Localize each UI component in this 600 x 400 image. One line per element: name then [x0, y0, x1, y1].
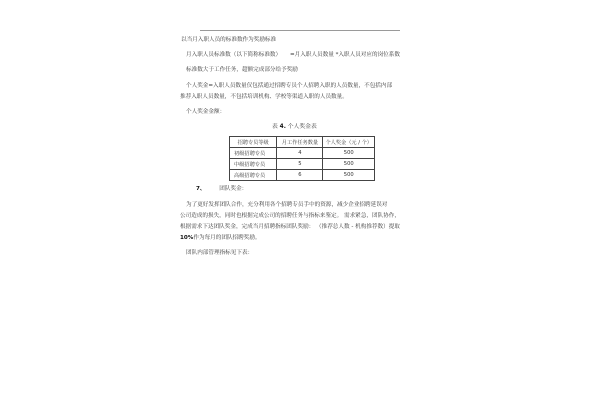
- header-rule: [200, 30, 400, 31]
- header-monthly-task: 月工作任务数量: [277, 137, 323, 148]
- team-bonus-para-line2: 公司造成的损失，同时也根据完成公司的招聘任务与指标来鉴定。 需求紧急，团队协作，: [180, 213, 400, 219]
- table-row: [230, 170, 375, 181]
- row-bonus-amount: 500: [323, 170, 375, 181]
- team-bonus-para-line3a: 根据需求下达团队奖金，完成当月招聘指标团队奖励：: [180, 224, 315, 230]
- team-bonus-para-line1: 为了更好发挥团队合作，充分利用各个招聘专员手中的资源，减少企业招聘延误对: [186, 202, 388, 208]
- overachieve-line: 标准数大于工作任务，超额完成部分给予奖励: [186, 67, 298, 73]
- row-bonus-amount: 500: [323, 148, 375, 159]
- section-7-title: 团队奖金：: [219, 186, 248, 192]
- table-header-row: [230, 137, 375, 148]
- row-level: 初级招聘专员: [230, 148, 277, 159]
- personal-bonus-para-line2: 推荐入职人员数量，不包括培训机构、学校等渠道入职的人员数量。: [180, 94, 348, 100]
- header-level: 招聘专员等级: [230, 137, 277, 148]
- row-bonus-amount: 500: [323, 159, 375, 170]
- team-bonus-percent: 10%: [180, 235, 194, 241]
- personal-bonus-table: [229, 136, 375, 181]
- personal-bonus-amount-label: 个人奖金金额：: [186, 109, 226, 115]
- table-caption-prefix: 表: [272, 124, 278, 130]
- row-task-count: 6: [277, 170, 323, 181]
- row-task-count: 4: [277, 148, 323, 159]
- reward-standard-line: 以当月入职人员的标准数作为奖励标准: [181, 37, 277, 43]
- table-caption-number: 4.: [279, 124, 286, 130]
- row-task-count: 5: [277, 159, 323, 170]
- team-bonus-para-line4-text: 作为每月的团队招聘奖励。: [193, 235, 261, 241]
- section-7-number: 7、: [196, 186, 206, 192]
- section-7-heading: [196, 186, 247, 193]
- row-level: 高级招聘专员: [230, 170, 277, 181]
- table-caption: [272, 124, 317, 131]
- table-row: [230, 148, 375, 159]
- team-bonus-para-line4: [180, 235, 261, 242]
- row-level: 中级招聘专员: [230, 159, 277, 170]
- team-management-note: 团队内部管理指标见下表：: [186, 250, 254, 256]
- table-row: [230, 159, 375, 170]
- header-bonus: 个人奖金（元 / 个）: [323, 137, 375, 148]
- personal-bonus-para-line1: 个人奖金=入职人员数量仅包括通过招聘专员个人招聘入职的人员数量，不包括内部: [186, 83, 393, 89]
- formula-left: 月入职人员标准数（以下简称标准数）: [186, 52, 282, 58]
- team-bonus-para-line3b: （推荐总人数 - 机构推荐数）提取: [316, 224, 400, 230]
- table-caption-text: 个人奖金表: [287, 124, 317, 130]
- formula-right: =月入职人员数量 *入职人员对应的岗位系数: [290, 52, 400, 58]
